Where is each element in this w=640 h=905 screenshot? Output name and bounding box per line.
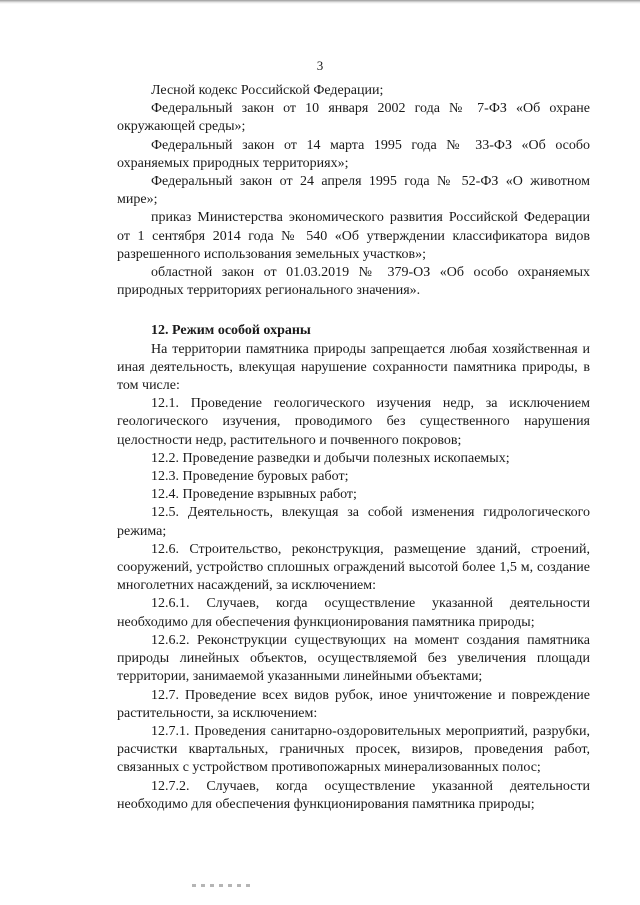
paragraph-12-5: 12.5. Деятельность, влекущая за собой изменения гидрологического режима; bbox=[117, 505, 590, 539]
scan-edge-shadow bbox=[0, 0, 640, 4]
paragraph-regional-law-379oz: областной закон от 01.03.2019 № 379-ОЗ «Об особо охраняемых природных территориях регионального значения». bbox=[117, 265, 590, 299]
paragraph-order-540: приказ Министерства экономического развития Российской Федерации от 1 сентября 2014 года № 540 «Об утверждении классификатора видов разрешенного использования земельных участков»; bbox=[117, 210, 590, 262]
document-body bbox=[117, 82, 590, 814]
paragraph-12-4: 12.4. Проведение взрывных работ; bbox=[151, 487, 357, 503]
paragraph-forest-code: Лесной кодекс Российской Федерации; bbox=[151, 83, 384, 98]
scan-artifact bbox=[192, 884, 252, 887]
paragraph-12-6-2: 12.6.2. Реконструкции существующих на момент создания памятника природы линейных объектов, осуществляемой без увеличения площади территории, занимаемой указанными линейными объектами; bbox=[117, 632, 590, 685]
paragraph-12-1: 12.1. Проведение геологического изучения недр, за исключением геологического изучения, проводимого без существенного нарушения целостности недр, растительного и почвенного покровов; bbox=[117, 396, 590, 448]
paragraph-12-7-2: 12.7.2. Случаев, когда осуществление указанной деятельности необходимо для обеспечения функционирования памятника природы; bbox=[117, 778, 590, 812]
paragraph-intro: На территории памятника природы запрещается любая хозяйственная и иная деятельность, влекущая нарушение сохранности памятника природы, в том числе: bbox=[117, 341, 590, 394]
paragraph-12-6-1: 12.6.1. Случаев, когда осуществление указанной деятельности необходимо для обеспечения функционирования памятника природы; bbox=[117, 596, 590, 630]
page-number: 3 bbox=[316, 58, 324, 73]
paragraph-12-2: 12.2. Проведение разведки и добычи полезных ископаемых; bbox=[151, 450, 510, 466]
section-heading: 12. Режим особой охраны bbox=[151, 323, 311, 339]
paragraph-12-3: 12.3. Проведение буровых работ; bbox=[151, 469, 349, 485]
paragraph-law-7fz: Федеральный закон от 10 января 2002 года № 7-ФЗ «Об охране окружающей среды»; bbox=[117, 101, 590, 135]
paragraph-12-7-1: 12.7.1. Проведения санитарно-оздоровительных мероприятий, разрубки, расчистки квартальных, граничных просек, визиров, проведения работ, связанных с устройством противопожарных минерализованных полос; bbox=[117, 723, 590, 776]
paragraph-law-33fz: Федеральный закон от 14 марта 1995 года № 33-ФЗ «Об особо охраняемых природных территориях»; bbox=[117, 137, 590, 171]
paragraph-12-6: 12.6. Строительство, реконструкция, размещение зданий, строений, сооружений, устройство сплошных ограждений высотой более 1,5 м, создание многолетних насаждений, за исключением: bbox=[117, 541, 590, 594]
paragraph-12-7: 12.7. Проведение всех видов рубок, иное уничтожение и повреждение растительности, за исключением: bbox=[117, 687, 590, 721]
paragraph-law-52fz: Федеральный закон от 24 апреля 1995 года № 52-ФЗ «О животном мире»; bbox=[117, 174, 590, 208]
